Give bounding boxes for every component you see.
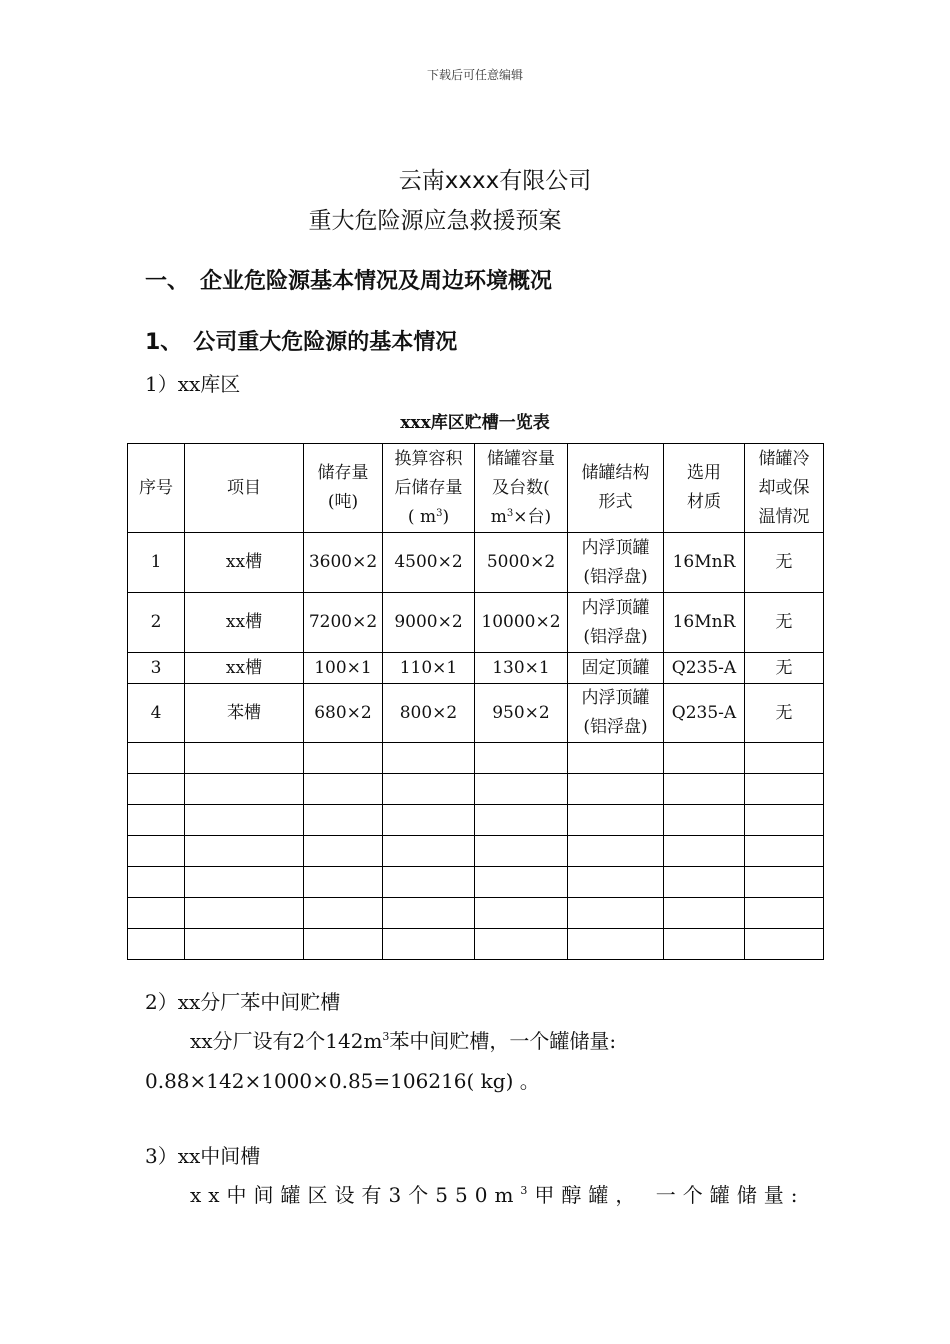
table-cell-empty [185,898,304,929]
table-cell-empty [664,743,745,774]
table-cell: Q235-A [664,653,745,684]
table-cell: 16MnR [664,533,745,593]
table-cell-empty [128,805,185,836]
table-row [128,593,824,653]
table-cell: 16MnR [664,593,745,653]
table-row-empty [128,774,824,805]
header-note: 下载后可任意编辑 [426,68,523,82]
table-cell: 内浮顶罐 (铝浮盘) [568,593,664,653]
header-cell: 项目 [185,444,304,533]
table-cell-empty [568,743,664,774]
table-cell-empty [475,805,568,836]
table-cell: 2 [128,593,185,653]
table-cell-empty [128,867,185,898]
table-cell-empty [304,867,383,898]
document-title: 重大危险源应急救援预案 [308,208,562,234]
superscript: 3 [382,1030,390,1043]
table-cell: 苯槽 [185,684,304,743]
table-cell-empty [128,774,185,805]
table-body [128,533,824,960]
table-cell-empty [185,805,304,836]
section-heading-1: 一、 企业危险源基本情况及周边环境概况 [145,269,553,294]
header-cell: 选用 材质 [664,444,745,533]
table-cell-empty [568,774,664,805]
table-cell-empty [128,743,185,774]
table-row [128,653,824,684]
table-cell-empty [745,867,824,898]
table-row-empty [128,743,824,774]
header-cell: 储罐容量 及台数( $m^3\times$台) [475,444,568,533]
table-cell-empty [383,743,475,774]
table-cell-empty [185,836,304,867]
table-cell-empty [664,898,745,929]
table-cell-empty [185,929,304,960]
table-cell: 内浮顶罐 (铝浮盘) [568,684,664,743]
table-cell-empty [383,867,475,898]
superscript: 3 [520,1184,535,1197]
table-cell-empty [664,774,745,805]
table-cell-empty [185,743,304,774]
table-cell-empty [664,805,745,836]
table-cell: 7200×2 [304,593,383,653]
table-cell: xx槽 [185,593,304,653]
para-text: xx中间罐区设有3个550m [190,1183,521,1207]
table-cell-empty [128,929,185,960]
table-cell-empty [568,867,664,898]
table-cell-empty [475,836,568,867]
table-cell-empty [128,898,185,929]
table-cell: 3600×2 [304,533,383,593]
table-cell-empty [475,774,568,805]
table-cell: 800×2 [383,684,475,743]
table-cell-empty [745,743,824,774]
table-cell-empty [304,929,383,960]
table-cell: 无 [745,533,824,593]
table-cell-empty [304,805,383,836]
table-cell-empty [745,898,824,929]
company-name: 云南xxxx有限公司 [398,168,592,194]
table-cell-empty [383,805,475,836]
header-cell: 换算容积 后储存量 ( $m^3$) [383,444,475,533]
table-cell: 无 [745,653,824,684]
table-cell-empty [383,836,475,867]
table-cell: 10000×2 [475,593,568,653]
table-row-empty [128,929,824,960]
table-cell: 内浮顶罐 (铝浮盘) [568,533,664,593]
table-row-empty [128,867,824,898]
table-cell-empty [475,867,568,898]
table-cell: 4500×2 [383,533,475,593]
table-cell: 5000×2 [475,533,568,593]
table-cell-empty [185,774,304,805]
table-cell-empty [128,836,185,867]
table-row [128,533,824,593]
table-title: xxx库区贮槽一览表 [400,413,550,433]
table-cell: 9000×2 [383,593,475,653]
table-cell: 1 [128,533,185,593]
table-cell: 130×1 [475,653,568,684]
table-cell-empty [568,898,664,929]
table-cell-empty [185,867,304,898]
header-cell: 储存量 (吨) [304,444,383,533]
table-cell: xx槽 [185,653,304,684]
table-cell-empty [745,929,824,960]
header-cell: 储罐结构 形式 [568,444,664,533]
table-cell-empty [745,836,824,867]
table-row-empty [128,898,824,929]
paragraph-3-line1 [190,1179,805,1208]
subsection-3: 3）xx中间槽 [145,1144,261,1168]
table-cell: 950×2 [475,684,568,743]
subsection-2: 2）xx分厂苯中间贮槽 [145,990,341,1014]
table-row-empty [128,805,824,836]
table-cell-empty [304,898,383,929]
tank-table [127,443,824,960]
header-cell: 储罐冷 却或保 温情况 [745,444,824,533]
table-cell-empty [664,929,745,960]
table-cell: 固定顶罐 [568,653,664,684]
table-cell-empty [383,929,475,960]
header-cell: 序号 [128,444,185,533]
table-cell: 680×2 [304,684,383,743]
paragraph-2-line2: 0.88×142×1000×0.85=106216( kg) 。 [145,1069,540,1093]
table-cell-empty [568,836,664,867]
para-text: 苯中间贮槽，一个罐储量: [389,1029,617,1053]
table-cell-empty [304,836,383,867]
table-cell: 100×1 [304,653,383,684]
para-text: xx分厂设有2个142m [190,1029,383,1053]
table-cell-empty [304,774,383,805]
table-header-row [128,444,824,533]
para-text: 甲醇罐， 一个罐储量: [534,1183,805,1207]
paragraph-2-line1 [190,1025,616,1054]
table-cell-empty [304,743,383,774]
table-cell-empty [383,898,475,929]
table-cell-empty [745,805,824,836]
table-cell-empty [475,898,568,929]
table-cell-empty [664,867,745,898]
table-row [128,684,824,743]
table-cell: 3 [128,653,185,684]
table-cell: 无 [745,684,824,743]
table-row-empty [128,836,824,867]
table-cell-empty [568,805,664,836]
table-cell: Q235-A [664,684,745,743]
table-cell: 4 [128,684,185,743]
table-cell-empty [475,743,568,774]
table-cell: 无 [745,593,824,653]
table-cell-empty [745,774,824,805]
table-cell-empty [664,836,745,867]
subsection-1: 1）xx库区 [145,372,241,396]
table-cell-empty [568,929,664,960]
table-cell: xx槽 [185,533,304,593]
table-cell-empty [475,929,568,960]
table-cell: 110×1 [383,653,475,684]
table-cell-empty [383,774,475,805]
section-heading-1-1: 1、 公司重大危险源的基本情况 [145,330,458,355]
